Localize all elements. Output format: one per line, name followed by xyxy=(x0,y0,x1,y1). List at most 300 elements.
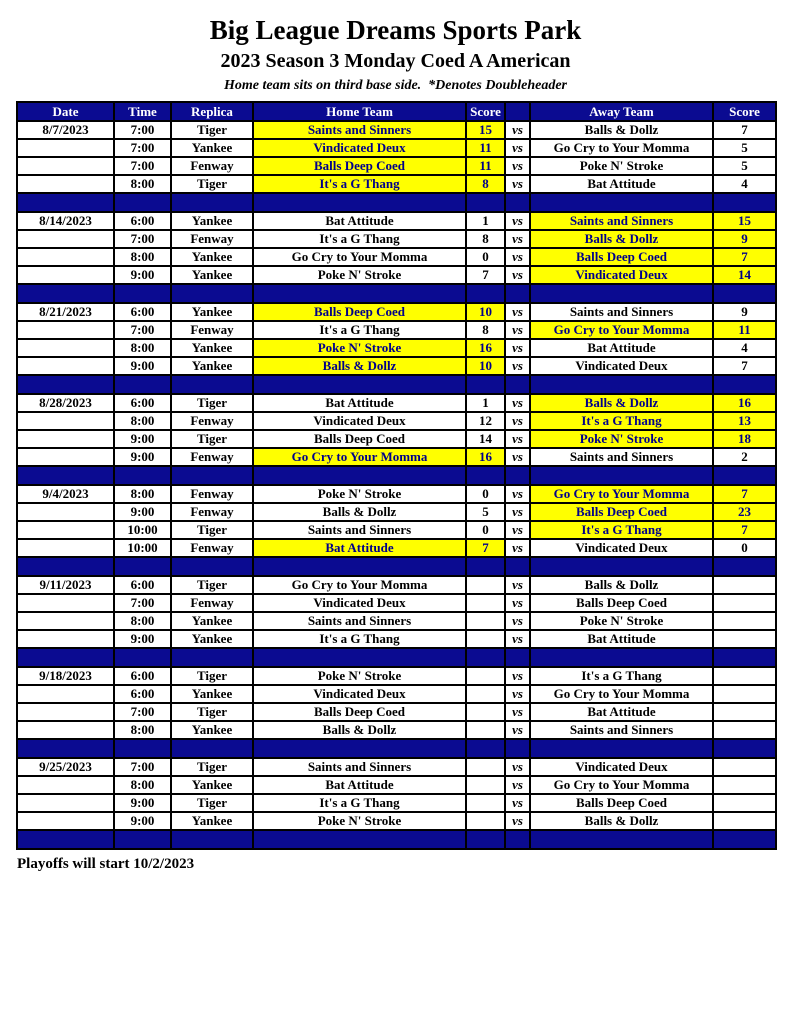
game-row xyxy=(17,121,776,139)
page-subtitle: 2023 Season 3 Monday Coed A American xyxy=(220,49,571,72)
home-team-cell: Balls & Dollz xyxy=(253,503,466,521)
away-score-cell xyxy=(713,794,776,812)
separator-cell xyxy=(713,739,776,758)
replica-cell: Tiger xyxy=(171,703,253,721)
column-header-away-team: Away Team xyxy=(530,102,713,121)
vs-cell: vs xyxy=(505,721,530,739)
replica-cell: Yankee xyxy=(171,139,253,157)
away-team-cell: Go Cry to Your Momma xyxy=(530,139,713,157)
date-cell xyxy=(17,612,114,630)
game-row xyxy=(17,339,776,357)
date-cell xyxy=(17,448,114,466)
date-cell xyxy=(17,539,114,557)
home-team-cell: Poke N' Stroke xyxy=(253,667,466,685)
away-team-cell: Balls Deep Coed xyxy=(530,503,713,521)
separator-row xyxy=(17,557,776,576)
separator-cell xyxy=(713,284,776,303)
separator-row xyxy=(17,830,776,849)
home-score-cell: 0 xyxy=(466,521,505,539)
game-row xyxy=(17,448,776,466)
away-score-cell: 16 xyxy=(713,394,776,412)
away-score-cell: 13 xyxy=(713,412,776,430)
separator-cell xyxy=(505,284,530,303)
away-team-cell: Go Cry to Your Momma xyxy=(530,485,713,503)
replica-cell: Fenway xyxy=(171,157,253,175)
replica-cell: Yankee xyxy=(171,303,253,321)
game-row xyxy=(17,303,776,321)
home-team-cell: Balls & Dollz xyxy=(253,721,466,739)
replica-cell: Yankee xyxy=(171,248,253,266)
vs-cell: vs xyxy=(505,594,530,612)
game-row xyxy=(17,157,776,175)
schedule-table xyxy=(16,101,777,850)
home-score-cell: 16 xyxy=(466,339,505,357)
date-cell xyxy=(17,703,114,721)
home-team-cell: Vindicated Deux xyxy=(253,139,466,157)
table-header-row xyxy=(17,102,776,121)
home-team-cell: It's a G Thang xyxy=(253,175,466,193)
away-team-cell: Balls Deep Coed xyxy=(530,594,713,612)
game-row xyxy=(17,212,776,230)
game-row xyxy=(17,685,776,703)
separator-cell xyxy=(17,284,114,303)
date-cell xyxy=(17,339,114,357)
time-cell: 7:00 xyxy=(114,230,171,248)
date-cell xyxy=(17,139,114,157)
replica-cell: Fenway xyxy=(171,448,253,466)
replica-cell: Yankee xyxy=(171,776,253,794)
column-header-date: Date xyxy=(17,102,114,121)
date-cell xyxy=(17,412,114,430)
separator-cell xyxy=(505,466,530,485)
game-row xyxy=(17,794,776,812)
game-row xyxy=(17,576,776,594)
home-score-cell: 5 xyxy=(466,503,505,521)
vs-cell: vs xyxy=(505,485,530,503)
home-score-cell xyxy=(466,703,505,721)
separator-cell xyxy=(171,193,253,212)
game-row xyxy=(17,485,776,503)
date-cell: 8/14/2023 xyxy=(17,212,114,230)
game-row xyxy=(17,321,776,339)
away-team-cell: Balls & Dollz xyxy=(530,230,713,248)
separator-cell xyxy=(530,284,713,303)
home-team-cell: Vindicated Deux xyxy=(253,412,466,430)
away-score-cell: 5 xyxy=(713,157,776,175)
replica-cell: Yankee xyxy=(171,721,253,739)
separator-cell xyxy=(530,830,713,849)
game-row xyxy=(17,667,776,685)
vs-cell: vs xyxy=(505,667,530,685)
time-cell: 9:00 xyxy=(114,448,171,466)
home-team-cell: Vindicated Deux xyxy=(253,594,466,612)
game-row xyxy=(17,758,776,776)
date-cell xyxy=(17,321,114,339)
column-header-away-score: Score xyxy=(713,102,776,121)
separator-cell xyxy=(253,830,466,849)
separator-cell xyxy=(171,284,253,303)
separator-cell xyxy=(253,557,466,576)
column-header-home-team: Home Team xyxy=(253,102,466,121)
home-score-cell: 10 xyxy=(466,303,505,321)
separator-cell xyxy=(17,557,114,576)
away-score-cell: 2 xyxy=(713,448,776,466)
time-cell: 9:00 xyxy=(114,266,171,284)
playoffs-note: Playoffs will start 10/2/2023 xyxy=(17,856,195,873)
home-score-cell: 11 xyxy=(466,139,505,157)
time-cell: 8:00 xyxy=(114,339,171,357)
vs-cell: vs xyxy=(505,503,530,521)
time-cell: 8:00 xyxy=(114,175,171,193)
game-row xyxy=(17,521,776,539)
away-score-cell xyxy=(713,721,776,739)
away-team-cell: Balls & Dollz xyxy=(530,121,713,139)
separator-cell xyxy=(253,739,466,758)
away-team-cell: Vindicated Deux xyxy=(530,758,713,776)
away-score-cell xyxy=(713,630,776,648)
vs-cell: vs xyxy=(505,121,530,139)
separator-cell xyxy=(466,375,505,394)
away-score-cell: 7 xyxy=(713,357,776,375)
home-score-cell: 0 xyxy=(466,485,505,503)
vs-cell: vs xyxy=(505,448,530,466)
replica-cell: Yankee xyxy=(171,212,253,230)
away-team-cell: Balls Deep Coed xyxy=(530,794,713,812)
home-score-cell xyxy=(466,685,505,703)
time-cell: 6:00 xyxy=(114,212,171,230)
separator-cell xyxy=(505,375,530,394)
separator-cell xyxy=(530,466,713,485)
time-cell: 9:00 xyxy=(114,630,171,648)
away-score-cell: 7 xyxy=(713,521,776,539)
time-cell: 9:00 xyxy=(114,430,171,448)
separator-cell xyxy=(17,830,114,849)
time-cell: 7:00 xyxy=(114,703,171,721)
home-team-cell: Bat Attitude xyxy=(253,776,466,794)
home-team-cell: Go Cry to Your Momma xyxy=(253,576,466,594)
separator-cell xyxy=(17,739,114,758)
away-score-cell: 4 xyxy=(713,175,776,193)
vs-cell: vs xyxy=(505,612,530,630)
away-score-cell: 7 xyxy=(713,248,776,266)
away-team-cell: Go Cry to Your Momma xyxy=(530,321,713,339)
separator-cell xyxy=(171,739,253,758)
home-score-cell: 8 xyxy=(466,321,505,339)
separator-cell xyxy=(505,830,530,849)
vs-cell: vs xyxy=(505,339,530,357)
time-cell: 6:00 xyxy=(114,303,171,321)
time-cell: 7:00 xyxy=(114,157,171,175)
separator-cell xyxy=(713,648,776,667)
away-team-cell: Saints and Sinners xyxy=(530,721,713,739)
time-cell: 7:00 xyxy=(114,139,171,157)
replica-cell: Yankee xyxy=(171,630,253,648)
time-cell: 9:00 xyxy=(114,503,171,521)
game-row xyxy=(17,703,776,721)
time-cell: 6:00 xyxy=(114,576,171,594)
separator-cell xyxy=(466,284,505,303)
replica-cell: Yankee xyxy=(171,612,253,630)
separator-cell xyxy=(114,375,171,394)
date-cell: 9/18/2023 xyxy=(17,667,114,685)
game-row xyxy=(17,248,776,266)
home-score-cell: 7 xyxy=(466,266,505,284)
replica-cell: Fenway xyxy=(171,321,253,339)
separator-cell xyxy=(466,648,505,667)
home-score-cell: 15 xyxy=(466,121,505,139)
home-team-cell: Poke N' Stroke xyxy=(253,266,466,284)
away-score-cell: 4 xyxy=(713,339,776,357)
away-team-cell: Saints and Sinners xyxy=(530,212,713,230)
away-team-cell: Go Cry to Your Momma xyxy=(530,685,713,703)
game-row xyxy=(17,394,776,412)
separator-cell xyxy=(114,830,171,849)
home-score-cell xyxy=(466,721,505,739)
separator-cell xyxy=(171,375,253,394)
away-team-cell: Balls Deep Coed xyxy=(530,248,713,266)
game-row xyxy=(17,430,776,448)
column-header-time: Time xyxy=(114,102,171,121)
home-team-cell: Balls Deep Coed xyxy=(253,430,466,448)
vs-cell: vs xyxy=(505,266,530,284)
home-team-cell: Bat Attitude xyxy=(253,212,466,230)
home-score-cell: 8 xyxy=(466,230,505,248)
away-score-cell xyxy=(713,667,776,685)
away-score-cell xyxy=(713,776,776,794)
vs-cell: vs xyxy=(505,812,530,830)
away-score-cell xyxy=(713,576,776,594)
game-row xyxy=(17,357,776,375)
date-cell xyxy=(17,157,114,175)
separator-cell xyxy=(114,648,171,667)
replica-cell: Fenway xyxy=(171,412,253,430)
vs-cell: vs xyxy=(505,175,530,193)
home-team-cell: It's a G Thang xyxy=(253,230,466,248)
vs-cell: vs xyxy=(505,357,530,375)
away-score-cell xyxy=(713,594,776,612)
replica-cell: Tiger xyxy=(171,758,253,776)
vs-cell: vs xyxy=(505,576,530,594)
game-row xyxy=(17,175,776,193)
replica-cell: Yankee xyxy=(171,339,253,357)
vs-cell: vs xyxy=(505,703,530,721)
replica-cell: Fenway xyxy=(171,539,253,557)
separator-cell xyxy=(505,193,530,212)
home-team-cell: Bat Attitude xyxy=(253,394,466,412)
time-cell: 10:00 xyxy=(114,521,171,539)
time-cell: 7:00 xyxy=(114,758,171,776)
replica-cell: Yankee xyxy=(171,685,253,703)
home-team-cell: Poke N' Stroke xyxy=(253,339,466,357)
away-team-cell: Saints and Sinners xyxy=(530,448,713,466)
time-cell: 7:00 xyxy=(114,594,171,612)
date-cell xyxy=(17,175,114,193)
page-title: Big League Dreams Sports Park xyxy=(209,15,582,45)
replica-cell: Tiger xyxy=(171,121,253,139)
separator-cell xyxy=(466,466,505,485)
time-cell: 8:00 xyxy=(114,776,171,794)
away-team-cell: Poke N' Stroke xyxy=(530,430,713,448)
vs-cell: vs xyxy=(505,758,530,776)
replica-cell: Tiger xyxy=(171,794,253,812)
replica-cell: Tiger xyxy=(171,667,253,685)
away-team-cell: Vindicated Deux xyxy=(530,266,713,284)
vs-cell: vs xyxy=(505,139,530,157)
away-team-cell: Saints and Sinners xyxy=(530,303,713,321)
home-team-cell: It's a G Thang xyxy=(253,321,466,339)
separator-row xyxy=(17,284,776,303)
away-score-cell: 9 xyxy=(713,230,776,248)
date-cell: 9/25/2023 xyxy=(17,758,114,776)
home-team-cell: Saints and Sinners xyxy=(253,121,466,139)
home-score-cell: 10 xyxy=(466,357,505,375)
date-cell xyxy=(17,503,114,521)
date-cell xyxy=(17,521,114,539)
separator-cell xyxy=(530,193,713,212)
separator-cell xyxy=(253,466,466,485)
separator-row xyxy=(17,739,776,758)
time-cell: 8:00 xyxy=(114,485,171,503)
separator-cell xyxy=(505,648,530,667)
replica-cell: Fenway xyxy=(171,503,253,521)
away-score-cell: 11 xyxy=(713,321,776,339)
separator-cell xyxy=(713,375,776,394)
vs-cell: vs xyxy=(505,321,530,339)
home-score-cell xyxy=(466,667,505,685)
away-score-cell xyxy=(713,703,776,721)
home-team-cell: Poke N' Stroke xyxy=(253,485,466,503)
away-team-cell: Bat Attitude xyxy=(530,339,713,357)
replica-cell: Fenway xyxy=(171,485,253,503)
away-team-cell: Go Cry to Your Momma xyxy=(530,776,713,794)
away-score-cell: 9 xyxy=(713,303,776,321)
home-team-cell: Balls Deep Coed xyxy=(253,703,466,721)
separator-cell xyxy=(530,739,713,758)
game-row xyxy=(17,721,776,739)
separator-cell xyxy=(253,375,466,394)
home-score-cell xyxy=(466,576,505,594)
separator-cell xyxy=(114,739,171,758)
home-score-cell xyxy=(466,630,505,648)
separator-cell xyxy=(171,557,253,576)
separator-cell xyxy=(17,375,114,394)
separator-cell xyxy=(253,648,466,667)
home-team-cell: Saints and Sinners xyxy=(253,521,466,539)
replica-cell: Tiger xyxy=(171,521,253,539)
separator-cell xyxy=(466,739,505,758)
away-team-cell: Poke N' Stroke xyxy=(530,157,713,175)
date-cell: 8/7/2023 xyxy=(17,121,114,139)
away-team-cell: Bat Attitude xyxy=(530,630,713,648)
away-score-cell: 5 xyxy=(713,139,776,157)
game-row xyxy=(17,612,776,630)
column-header-home-score: Score xyxy=(466,102,505,121)
home-team-cell: Poke N' Stroke xyxy=(253,812,466,830)
home-team-cell: Saints and Sinners xyxy=(253,612,466,630)
date-cell xyxy=(17,721,114,739)
date-cell: 9/4/2023 xyxy=(17,485,114,503)
vs-cell: vs xyxy=(505,394,530,412)
away-score-cell: 18 xyxy=(713,430,776,448)
date-cell: 8/21/2023 xyxy=(17,303,114,321)
separator-cell xyxy=(253,193,466,212)
replica-cell: Yankee xyxy=(171,812,253,830)
home-team-cell: It's a G Thang xyxy=(253,630,466,648)
separator-cell xyxy=(713,557,776,576)
time-cell: 8:00 xyxy=(114,248,171,266)
separator-cell xyxy=(466,830,505,849)
separator-row xyxy=(17,193,776,212)
home-team-cell: Balls Deep Coed xyxy=(253,157,466,175)
away-team-cell: Balls & Dollz xyxy=(530,576,713,594)
home-score-cell xyxy=(466,758,505,776)
time-cell: 8:00 xyxy=(114,412,171,430)
time-cell: 8:00 xyxy=(114,721,171,739)
time-cell: 7:00 xyxy=(114,121,171,139)
page-note: Home team sits on third base side. *Denotes Doubleheader xyxy=(224,77,567,93)
vs-cell: vs xyxy=(505,430,530,448)
replica-cell: Yankee xyxy=(171,266,253,284)
date-cell xyxy=(17,266,114,284)
away-score-cell xyxy=(713,758,776,776)
home-team-cell: It's a G Thang xyxy=(253,794,466,812)
home-team-cell: Saints and Sinners xyxy=(253,758,466,776)
vs-cell: vs xyxy=(505,212,530,230)
home-score-cell: 1 xyxy=(466,212,505,230)
away-score-cell xyxy=(713,812,776,830)
time-cell: 6:00 xyxy=(114,685,171,703)
game-row xyxy=(17,266,776,284)
away-score-cell: 7 xyxy=(713,485,776,503)
game-row xyxy=(17,630,776,648)
separator-cell xyxy=(171,830,253,849)
replica-cell: Tiger xyxy=(171,394,253,412)
home-team-cell: Bat Attitude xyxy=(253,539,466,557)
away-team-cell: It's a G Thang xyxy=(530,412,713,430)
replica-cell: Tiger xyxy=(171,430,253,448)
away-team-cell: Vindicated Deux xyxy=(530,357,713,375)
separator-cell xyxy=(713,466,776,485)
replica-cell: Yankee xyxy=(171,357,253,375)
away-team-cell: It's a G Thang xyxy=(530,521,713,539)
game-row xyxy=(17,230,776,248)
away-team-cell: Vindicated Deux xyxy=(530,539,713,557)
date-cell xyxy=(17,248,114,266)
time-cell: 6:00 xyxy=(114,667,171,685)
separator-cell xyxy=(114,466,171,485)
vs-cell: vs xyxy=(505,521,530,539)
home-score-cell: 8 xyxy=(466,175,505,193)
date-cell xyxy=(17,430,114,448)
vs-cell: vs xyxy=(505,157,530,175)
game-row xyxy=(17,776,776,794)
vs-cell: vs xyxy=(505,794,530,812)
home-score-cell: 12 xyxy=(466,412,505,430)
game-row xyxy=(17,594,776,612)
separator-cell xyxy=(114,557,171,576)
home-score-cell: 14 xyxy=(466,430,505,448)
separator-cell xyxy=(114,284,171,303)
game-row xyxy=(17,412,776,430)
column-header-replica: Replica xyxy=(171,102,253,121)
separator-cell xyxy=(171,466,253,485)
home-score-cell xyxy=(466,776,505,794)
separator-cell xyxy=(171,648,253,667)
replica-cell: Fenway xyxy=(171,230,253,248)
game-row xyxy=(17,503,776,521)
date-cell xyxy=(17,630,114,648)
vs-cell: vs xyxy=(505,248,530,266)
